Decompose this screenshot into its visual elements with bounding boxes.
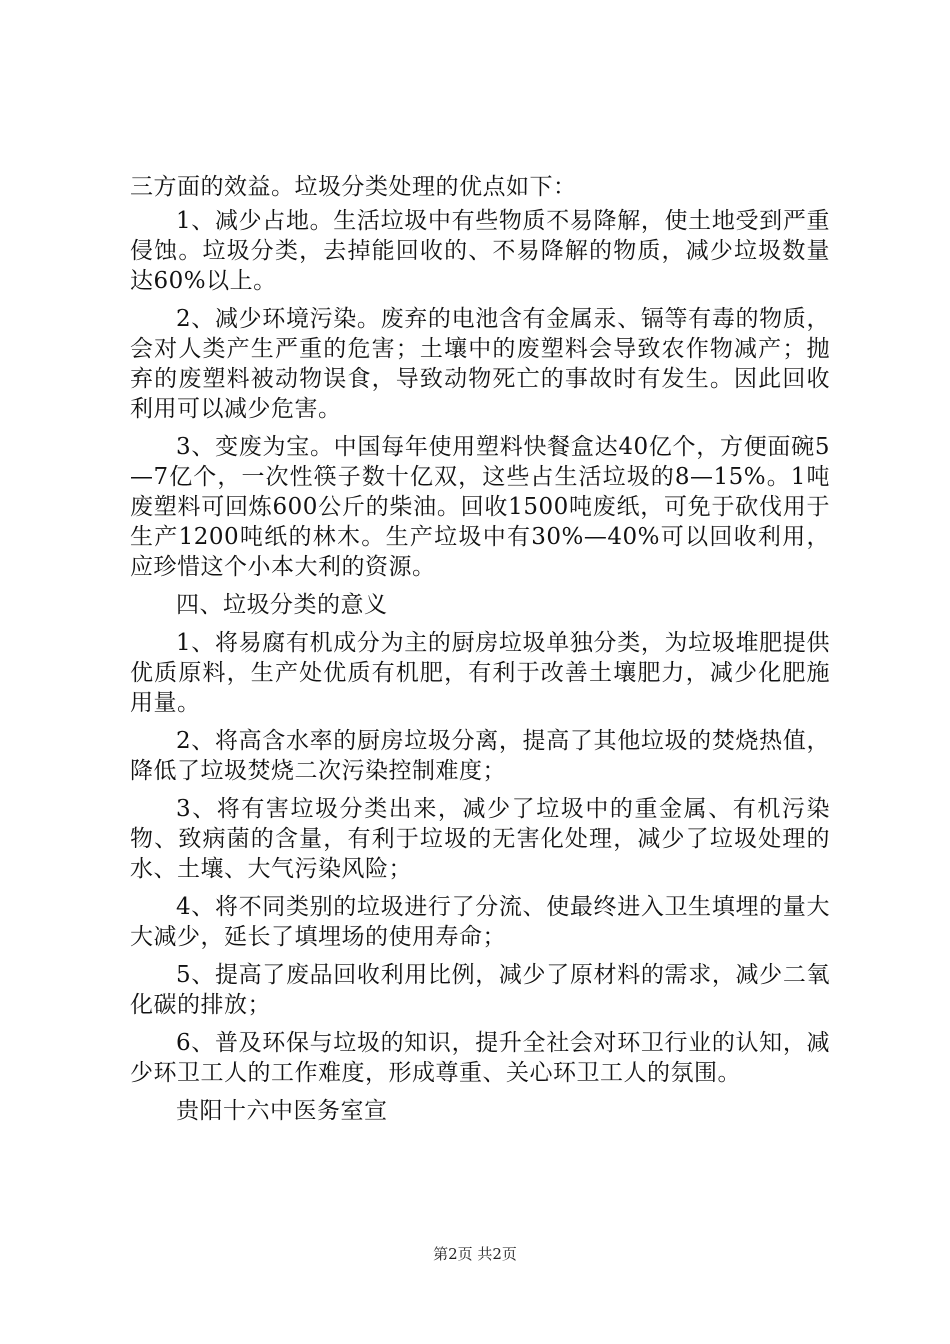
paragraph-meaning-3: 3、将有害垃圾分类出来，减少了垃圾中的重金属、有机污染物、致病菌的含量，有利于垃圾的无害化处理，减少了垃圾处理的水、土壤、大气污染风险； [130, 796, 830, 882]
paragraph-meaning-2: 2、将高含水率的厨房垃圾分离，提高了其他垃圾的焚烧热值，降低了垃圾焚烧二次污染控制难度； [130, 728, 830, 784]
signature-line: 贵阳十六中医务室宣 [176, 1098, 388, 1124]
page-footer: 第2页 共2页 [433, 1245, 517, 1263]
paragraph-intro: 三方面的效益。垃圾分类处理的优点如下： [130, 174, 577, 200]
paragraph-meaning-5: 5、提高了废品回收利用比例，减少了原材料的需求，减少二氧化碳的排放； [130, 962, 830, 1018]
section-heading: 四、垃圾分类的意义 [176, 592, 388, 618]
paragraph-meaning-6: 6、普及环保与垃圾的知识，提升全社会对环卫行业的认知，减少环卫工人的工作难度，形成尊重、关心环卫工人的氛围。 [130, 1030, 830, 1086]
paragraph-benefit-3: 3、变废为宝。中国每年使用塑料快餐盒达40亿个，方便面碗5—7亿个，一次性筷子数十亿双，这些占生活垃圾的8—15%。1吨废塑料可回炼600公斤的柴油。回收1500吨废纸，可免于砍伐用于生产1200吨纸的林木。生产垃圾中有30%—40%可以回收利用，应珍惜这个小本大利的资源。 [130, 434, 830, 580]
paragraph-meaning-1: 1、将易腐有机成分为主的厨房垃圾单独分类，为垃圾堆肥提供优质原料，生产处优质有机肥，有利于改善土壤肥力，减少化肥施用量。 [130, 630, 830, 716]
paragraph-benefit-1: 1、减少占地。生活垃圾中有些物质不易降解，使土地受到严重侵蚀。垃圾分类，去掉能回收的、不易降解的物质，减少垃圾数量达60%以上。 [130, 208, 830, 294]
paragraph-meaning-4: 4、将不同类别的垃圾进行了分流、使最终进入卫生填埋的量大大减少，延长了填埋场的使用寿命； [130, 894, 830, 950]
paragraph-benefit-2: 2、减少环境污染。废弃的电池含有金属汞、镉等有毒的物质，会对人类产生严重的危害；土壤中的废塑料会导致农作物减产；抛弃的废塑料被动物误食，导致动物死亡的事故时有发生。因此回收利用可以减少危害。 [130, 306, 830, 422]
document-body [130, 172, 830, 1134]
